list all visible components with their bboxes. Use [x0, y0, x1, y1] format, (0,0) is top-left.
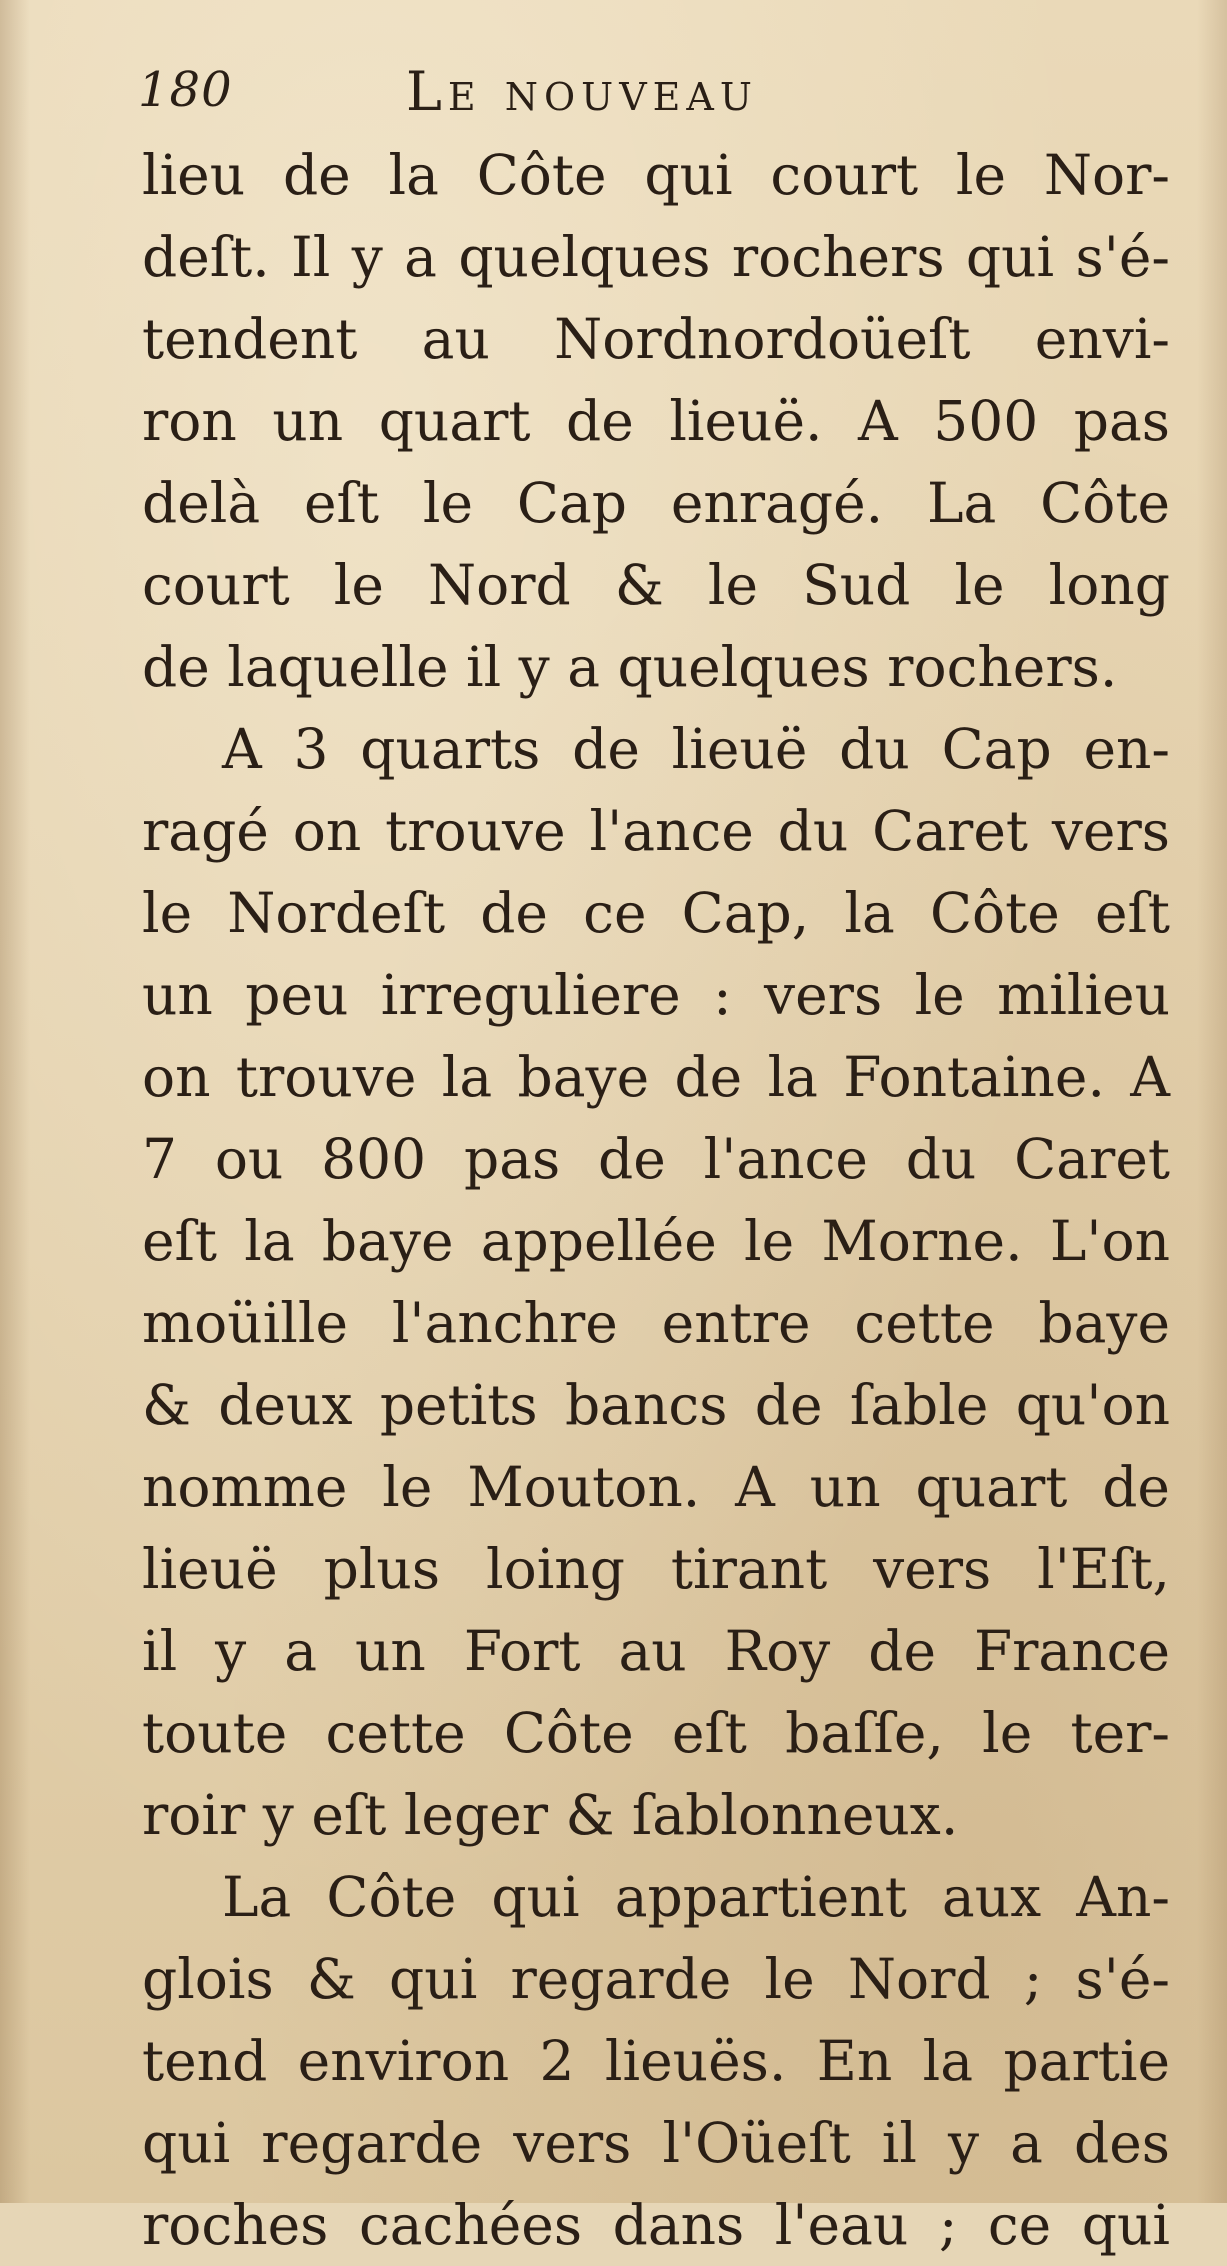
text-line: qui regarde vers l'Oüeſt il y a des — [142, 2111, 1170, 2175]
text-line: A 3 quarts de lieuë du Cap en- — [222, 717, 1170, 781]
page-header — [138, 62, 1138, 142]
text-line: roir y eſt leger & ſablonneux. — [142, 1783, 959, 1847]
page-edge-shadow-right — [1197, 0, 1227, 2203]
text-line: deſt. Il y a quelques rochers qui s'é- — [142, 225, 1170, 289]
text-line: tendent au Nordnordoüeſt envi- — [142, 307, 1170, 371]
text-line: un peu irreguliere : vers le milieu — [142, 963, 1170, 1027]
text-line: court le Nord & le Sud le long — [142, 553, 1170, 617]
text-line: eſt la baye appellée le Morne. L'on — [142, 1209, 1170, 1273]
text-line: moüille l'anchre entre cette baye — [142, 1291, 1170, 1355]
running-title: Le nouveau — [406, 60, 758, 123]
text-line: ragé on trouve l'ance du Caret vers — [142, 799, 1170, 863]
text-line: toute cette Côte eſt baſſe, le ter- — [142, 1701, 1170, 1765]
text-line: glois & qui regarde le Nord ; s'é- — [142, 1947, 1170, 2011]
page-number: 180 — [138, 62, 233, 118]
text-line: il y a un Fort au Roy de France — [142, 1619, 1170, 1683]
text-line: lieu de la Côte qui court le Nor- — [142, 143, 1170, 207]
text-line: de laquelle il y a quelques rochers. — [142, 635, 1118, 699]
text-line: 7 ou 800 pas de l'ance du Caret — [142, 1127, 1170, 1191]
text-line: roches cachées dans l'eau ; ce qui — [142, 2193, 1170, 2257]
text-line: ron un quart de lieuë. A 500 pas — [142, 389, 1170, 453]
text-line: delà eſt le Cap enragé. La Côte — [142, 471, 1170, 535]
page-edge-shadow-left — [0, 0, 30, 2203]
text-line: & deux petits bancs de ſable qu'on — [142, 1373, 1170, 1437]
text-line: le Nordeſt de ce Cap, la Côte eſt — [142, 881, 1170, 945]
text-line: on trouve la baye de la Fontaine. A — [142, 1045, 1170, 1109]
text-line: nomme le Mouton. A un quart de — [142, 1455, 1170, 1519]
body-text — [142, 134, 1170, 2266]
text-line: La Côte qui appartient aux An- — [222, 1865, 1170, 1929]
text-line: lieuë plus loing tirant vers l'Eſt, — [142, 1537, 1170, 1601]
text-line: tend environ 2 lieuës. En la partie — [142, 2029, 1170, 2093]
